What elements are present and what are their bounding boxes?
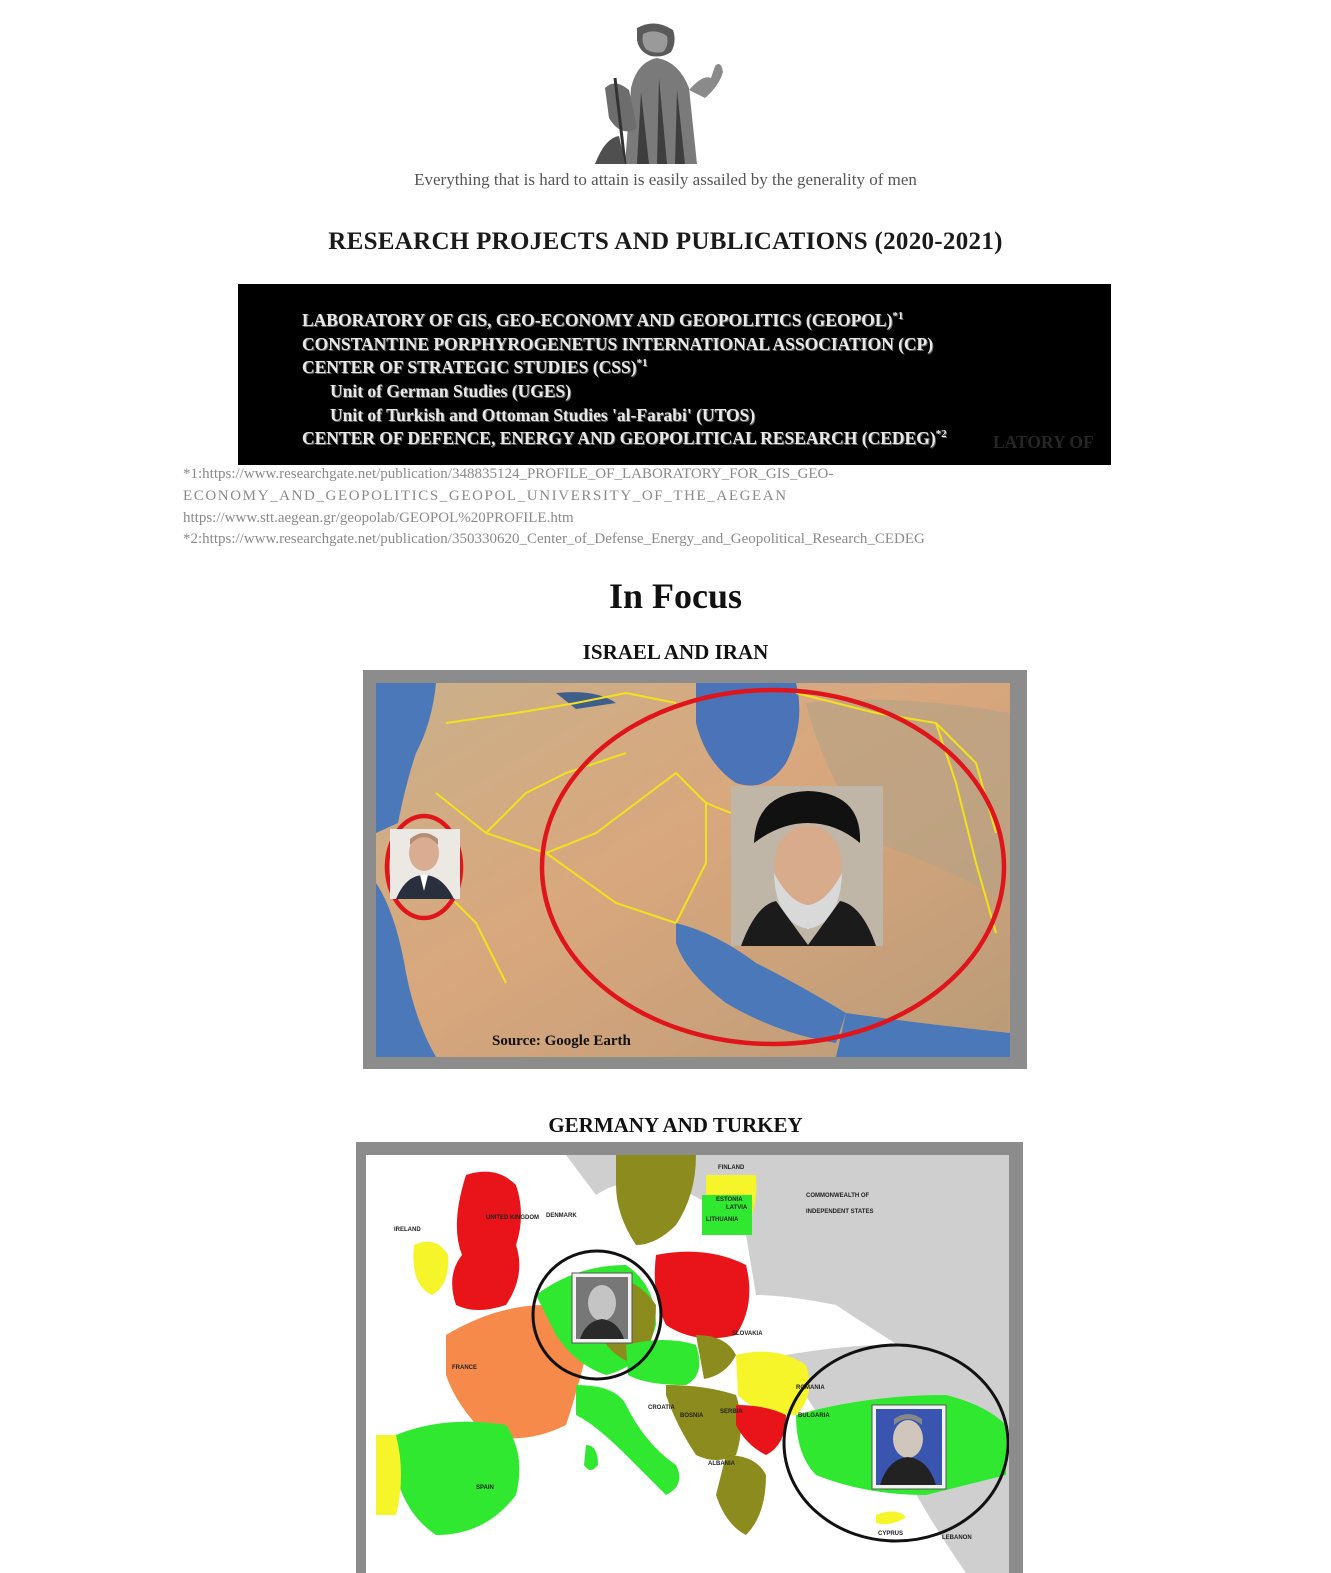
israel-iran-map bbox=[376, 683, 1010, 1057]
label-latvia: LATVIA bbox=[726, 1205, 748, 1211]
label-slovakia: SLOVAKIA bbox=[732, 1331, 763, 1337]
epigraph-quote: Everything that is hard to attain is easily assailed by the generality of men bbox=[414, 170, 917, 189]
label-lithuania: LITHUANIA bbox=[706, 1217, 739, 1223]
label-spain: SPAIN bbox=[476, 1485, 494, 1491]
org-geopol bbox=[302, 310, 903, 331]
org-uges: Unit of German Studies (UGES) bbox=[330, 381, 572, 401]
label-denmark: DENMARK bbox=[546, 1213, 577, 1219]
org-geopol-footnote-ref: *1 bbox=[892, 310, 904, 323]
footnote-1-url[interactable]: https://www.stt.aegean.gr/geopolab/GEOPOL%20PROFILE.htm bbox=[183, 510, 574, 526]
label-estonia: ESTONIA bbox=[716, 1197, 743, 1203]
footnote-2-link[interactable]: *2:https://www.researchgate.net/publication/350330620_Center_of_Defense_Energy_and_Geopolitical_Research_CEDEG bbox=[183, 531, 925, 547]
philosopher-engraving bbox=[585, 18, 735, 164]
map2-title: GERMANY AND TURKEY bbox=[548, 1113, 803, 1137]
org-css bbox=[302, 357, 648, 378]
label-uk: UNITED KINGDOM bbox=[486, 1215, 539, 1221]
label-cyprus: CYPRUS bbox=[878, 1531, 904, 1537]
org-cp: CONSTANTINE PORPHYROGENETUS INTERNATIONAL ASSOCIATION (CP) bbox=[302, 334, 934, 354]
label-serbia: SERBIA bbox=[720, 1409, 743, 1415]
label-commonwealth: COMMONWEALTH OF bbox=[806, 1193, 870, 1199]
footnote-1-link[interactable]: *1:https://www.researchgate.net/publication/348835124_PROFILE_OF_LABORATORY_FOR_GIS_GEO- bbox=[183, 466, 834, 482]
footnote-1-link-cont[interactable]: ECONOMY_AND_GEOPOLITICS_GEOPOL_UNIVERSITY_OF_THE_AEGEAN bbox=[183, 488, 788, 504]
israel-leader-portrait bbox=[390, 829, 460, 899]
in-focus-heading: In Focus bbox=[608, 576, 743, 616]
iran-leader-portrait bbox=[731, 786, 883, 946]
germany-turkey-map bbox=[366, 1155, 1009, 1573]
map1-source-label: Source: Google Earth bbox=[492, 1033, 631, 1049]
label-bosnia: BOSNIA bbox=[680, 1413, 704, 1419]
org-cedeg-footnote-ref: *2 bbox=[935, 428, 947, 441]
org-cedeg bbox=[302, 428, 947, 449]
label-france: FRANCE bbox=[452, 1365, 477, 1371]
label-bulgaria: BULGARIA bbox=[798, 1413, 830, 1419]
page-title: RESEARCH PROJECTS AND PUBLICATIONS (2020-2021) bbox=[328, 228, 1003, 255]
org-cedeg-label: CENTER OF DEFENCE, ENERGY AND GEOPOLITICAL RESEARCH (CEDEG) bbox=[302, 428, 936, 448]
germany-leader-portrait bbox=[572, 1273, 632, 1343]
organizations-box bbox=[238, 284, 1111, 465]
ghost-text: LATORY OF bbox=[993, 432, 1094, 452]
label-independent-states: INDEPENDENT STATES bbox=[806, 1209, 874, 1215]
label-croatia: CROATIA bbox=[648, 1405, 675, 1411]
org-css-label: CENTER OF STRATEGIC STUDIES (CSS) bbox=[302, 357, 637, 377]
label-finland: FINLAND bbox=[718, 1165, 745, 1171]
label-albania: ALBANIA bbox=[708, 1461, 735, 1467]
org-geopol-label: LABORATORY OF GIS, GEO-ECONOMY AND GEOPOLITICS (GEOPOL) bbox=[302, 310, 893, 330]
label-ireland: IRELAND bbox=[394, 1227, 421, 1233]
org-css-footnote-ref: *1 bbox=[636, 357, 648, 370]
org-utos: Unit of Turkish and Ottoman Studies 'al-Farabi' (UTOS) bbox=[330, 405, 756, 425]
label-romania: ROMANIA bbox=[796, 1385, 825, 1391]
label-lebanon: LEBANON bbox=[942, 1535, 972, 1541]
turkey-leader-portrait bbox=[872, 1405, 946, 1489]
map1-title: ISRAEL AND IRAN bbox=[582, 640, 769, 664]
